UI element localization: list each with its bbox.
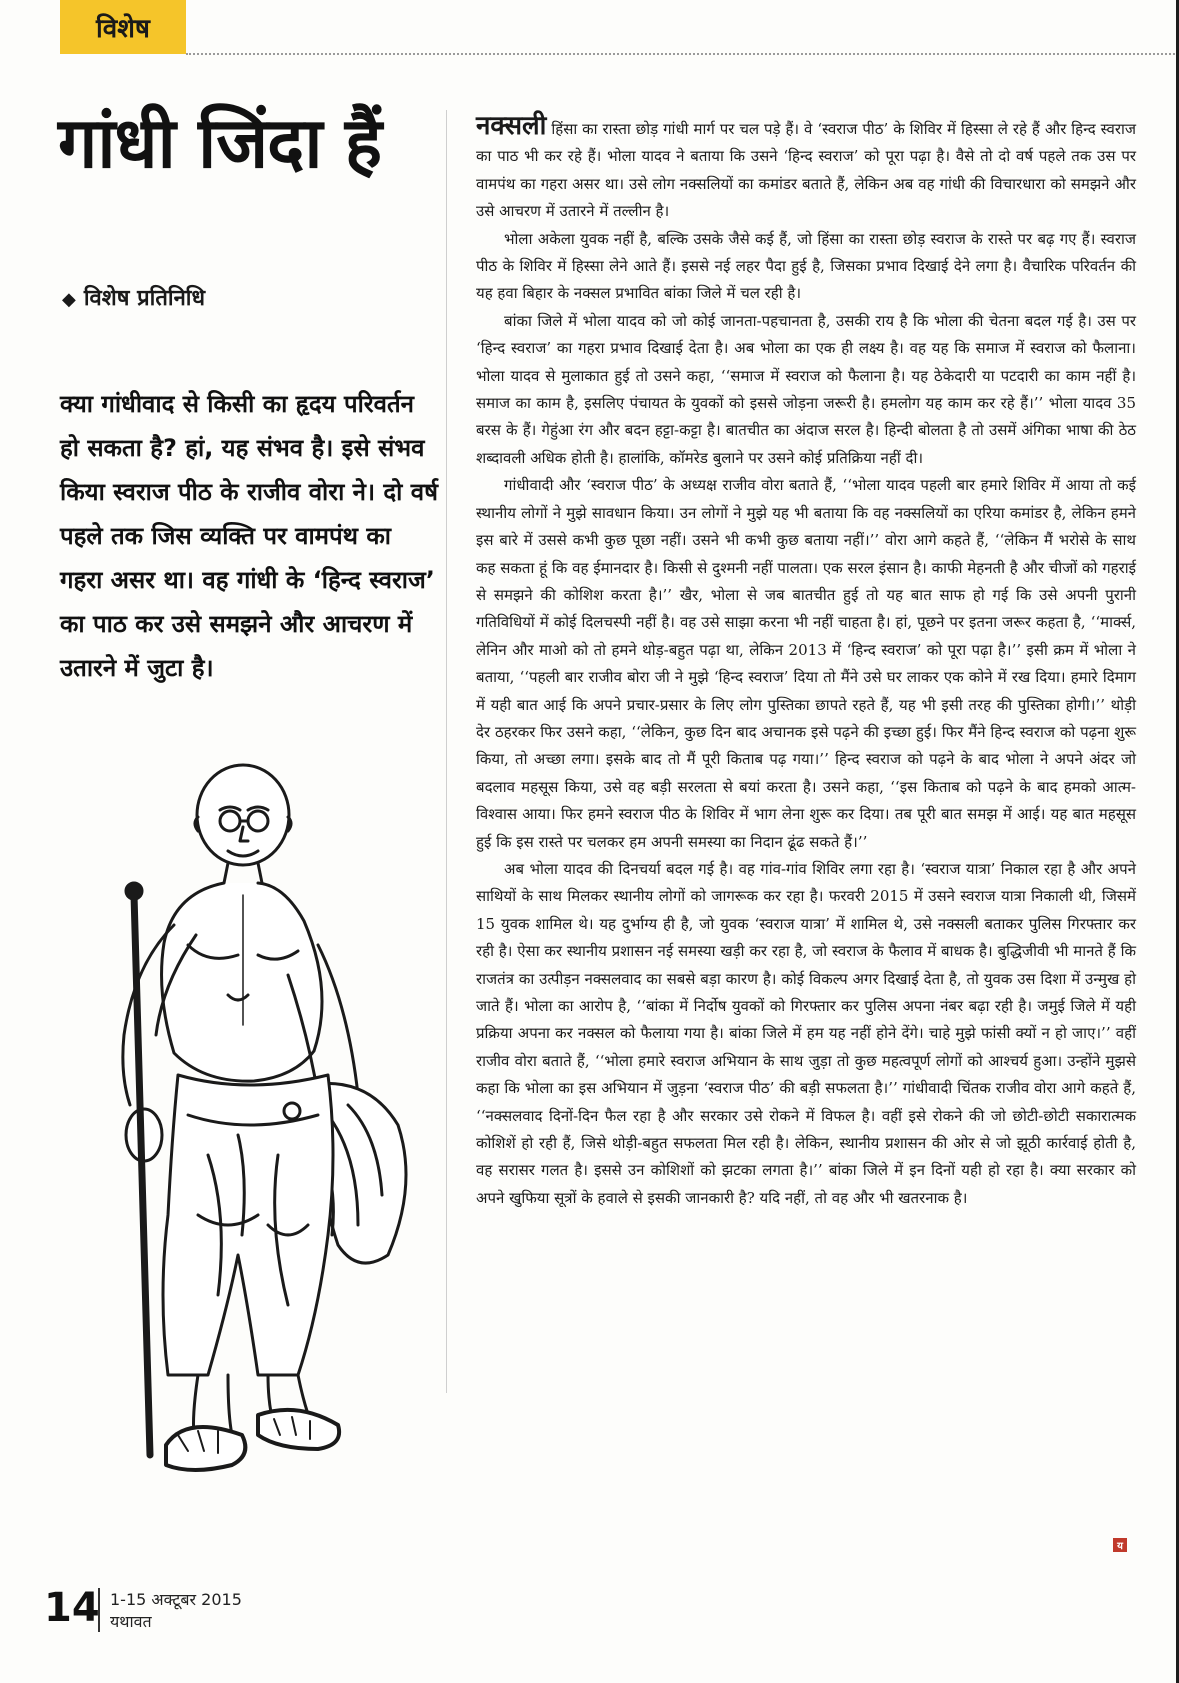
article-body: [476, 111, 1136, 1212]
byline-author: विशेष प्रतिनिधि: [83, 286, 206, 311]
intro-blurb: क्या गांधीवाद से किसी का हृदय परिवर्तन हो सकता है? हां, यह संभव है। इसे संभव किया स्वराज पीठ के राजीव वोरा ने। दो वर्ष पहले तक जिस व्यक्ति पर वामपंथ का गहरा असर था। वह गांधी के ‘हिन्द स्वराज’ का पाठ कर उसे समझने और आचरण में उतारने में जुटा है।: [60, 390, 438, 682]
byline: [62, 282, 205, 312]
article-paragraph: [476, 111, 1136, 226]
article-paragraph: भोला अकेला युवक नहीं है, बल्कि उसके जैसे कई हैं, जो हिंसा का रास्ता छोड़ स्वराज के रास्ते पर बढ़ गए हैं। स्वराज पीठ के शिविर में हिस्सा लेने आते हैं। इससे नई लहर पैदा हुई है, जिसका प्रभाव दिखाई देने लगा है। वैचारिक परिवर्तन की यह हवा बिहार के नक्सल प्रभावित बांका जिले में चल रही है।: [476, 229, 1136, 303]
article-end-mark-icon: य: [1113, 1538, 1127, 1552]
section-tag: विशेष: [60, 0, 186, 54]
column-divider: [446, 110, 447, 1393]
article-paragraph: गांधीवादी और ‘स्वराज पीठ’ के अध्यक्ष राजीव वोरा बताते हैं, ‘‘भोला यादव पहली बार हमारे शिविर में आया तो कई स्थानीय लोगों ने मुझे सावधान किया। उन लोगों ने मुझे यह भी बताया कि वह नक्सलियों का एरिया कमांडर है, लेकिन हमने इस बारे में उससे कभी कुछ पूछा नहीं। उसने भी कभी कुछ बताया नहीं।’’ वोरा आगे कहते हैं, ‘‘लेकिन मैं भरोसे के साथ कह सकता हूं कि वह ईमानदार है। किसी से दुश्मनी नहीं पालता। एक सरल इंसान है। काफी मेहनती है और चीजों को गहराई से समझने की कोशिश करता है।’’ खैर, भोला से जब बातचीत हुई तो यह बात साफ हो गई कि उसे अपनी पुरानी गतिविधियों में कोई दिलचस्पी नहीं है। वह उसे साझा करना भी नहीं चाहता है। हां, पूछने पर इतना जरूर कहता है, ‘‘मार्क्स, लेनिन और माओ को तो हमने थोड़-बहुत पढ़ा था, लेकिन 2013 में ‘हिन्द स्वराज’ को पूरा पढ़ा है।’’ इसी क्रम में भोला ने बताया, ‘‘पहली बार राजीव बोरा जी ने मुझे ‘हिन्द स्वराज’ दिया तो मैंने उसे घर लाकर एक कोने में रख दिया। हमारे दिमाग में यही बात आई कि अपने प्रचार-प्रसार के लिए लोग पुस्तिका छापते रहते हैं, यह भी इसी तरह की पुस्तिका होगी।’’ थोड़ी देर ठहरकर फिर उसने कहा, ‘‘लेकिन, कुछ दिन बाद अचानक इसे पढ़ने की इच्छा हुई। फिर मैंने हिन्द स्वराज को पढ़ना शुरू किया, तो अच्छा लगा। इसके बाद तो मैं पूरी किताब पढ़ गया।’’ हिन्द स्वराज को पढ़ने के बाद भोला ने अपने अंदर जो बदलाव महसूस किया, उसे वह बड़ी सरलता से बयां करता है। उसने कहा, ‘‘इस किताब को पढ़ने के बाद हमको आत्म-विश्वास आया। फिर हमने स्वराज पीठ के शिविर में भाग लेना शुरू कर दिया। तब पूरी बात समझ में आई। यह बात महसूस हुई कि इस रास्ते पर चलकर हम अपनी समस्या का निदान ढूंढ सकते हैं।’’: [476, 476, 1136, 851]
article-paragraph: बांका जिले में भोला यादव को जो कोई जानता-पहचानता है, उसकी राय है कि भोला की चेतना बदल गई है। उस पर ‘हिन्द स्वराज’ का गहरा प्रभाव दिखाई देता है। अब भोला का एक ही लक्ष्य है। वह यह कि समाज में स्वराज को फैलाना। भोला यादव से मुलाकात हुई तो उसने कहा, ‘‘समाज में स्वराज को फैलाना है। यह ठेकेदारी या पटदारी का काम नहीं है। समाज का काम है, इसलिए पंचायत के युवकों को इससे जोड़ना जरूरी है। हमलोग यह काम कर रहे हैं।’’ भोला यादव 35 बरस के हैं। गेहुंआ रंग और बदन हट्टा-कट्टा है। बातचीत का अंदाज सरल है। हिन्दी बोलता है तो उसमें अंगिका भाषा की ठेठ शब्दावली अधिक होती है। हालांकि, कॉमरेड बुलाने पर उसने कोई प्रतिक्रिया नहीं दी।: [476, 311, 1136, 467]
issue-date: 1-15 अक्टूबर 2015: [110, 1590, 242, 1609]
headline: गांधी जिंदा हैं: [58, 101, 381, 184]
top-dotted-rule: [186, 53, 1179, 55]
byline-diamond-icon: ◆: [62, 289, 76, 310]
article-lead-word: नक्सली: [476, 111, 547, 141]
article-first-paragraph: हिंसा का रास्ता छोड़ गांधी मार्ग पर चल पड़े हैं। वे ‘स्वराज पीठ’ के शिविर में हिस्सा ले रहे हैं और हिन्द स्वराज का पाठ भी कर रहे हैं। भोला यादव ने बताया कि उसने ‘हिन्द स्वराज’ को पूरा पढ़ा है। वैसे तो दो वर्ष पहले तक उस पर वामपंथ का गहरा असर था। उसे लोग नक्सलियों का कमांडर बताते हैं, लेकिन अब वह गांधी की विचारधारा को समझने और उसे आचरण में उतारने में तल्लीन है।: [476, 120, 1136, 221]
footer-divider: [98, 1588, 100, 1632]
page-number: 14: [44, 1585, 100, 1631]
gandhi-walking-illustration: [78, 755, 448, 1475]
article-paragraph: अब भोला यादव की दिनचर्या बदल गई है। वह गांव-गांव शिविर लगा रहा है। ‘स्वराज यात्रा’ निकाल रहा है और अपने साथियों के साथ मिलकर स्थानीय लोगों को जागरूक कर रहा है। फरवरी 2015 में उसने स्वराज यात्रा निकाली थी, जिसमें 15 युवक शामिल थे। यह दुर्भाग्य ही है, जो युवक ‘स्वराज यात्रा’ में शामिल थे, उसे नक्सली बताकर पुलिस गिरफ्तार कर रही है। ऐसा कर स्थानीय प्रशासन नई समस्या खड़ी कर रहा है, जो स्वराज के फैलाव में बाधक है। बुद्धिजीवी भी मानते हैं कि राजतंत्र का उत्पीड़न नक्सलवाद का सबसे बड़ा कारण है। कोई विकल्प अगर दिखाई देता है, तो युवक उस दिशा में उन्मुख हो जाते हैं। भोला का आरोप है, ‘‘बांका में निर्दोष युवकों को गिरफ्तार कर पुलिस अपना नंबर बढ़ा रही है। जमुई जिले में यही प्रक्रिया अपना कर नक्सल को फैलाया गया है। बांका जिले में हम यह नहीं होने देंगे। चाहे मुझे फांसी क्यों न हो जाए।’’ वहीं राजीव वोरा बताते हैं, ‘‘भोला हमारे स्वराज अभियान के साथ जुड़ा तो कुछ महत्वपूर्ण लोगों को आश्चर्य हुआ। उन्होंने मुझसे कहा कि भोला का इस अभियान में जुड़ना ‘स्वराज पीठ’ की बड़ी सफलता है।’’ गांधीवादी चिंतक राजीव वोरा आगे कहते हैं, ‘‘नक्सलवाद दिनों-दिन फैल रहा है और सरकार उसे रोकने में विफल है। वहीं इसे रोकने की जो छोटी-छोटी सकारात्मक कोशिशें हो रही हैं, जिसे थोड़ी-बहुत सफलता मिल रही है। लेकिन, स्थानीय प्रशासन की ओर से जो झूठी कार्रवाई होती है, वह सरासर गलत है। इससे उन कोशिशों को झटका लगता है।’’ बांका जिले में इन दिनों यही हो रहा है। क्या सरकार को अपने खुफिया सूत्रों के हवाले से इसकी जानकारी है? यदि नहीं, तो वह और भी खतरनाक है।: [476, 859, 1136, 1207]
magazine-name: यथावत: [110, 1612, 152, 1631]
